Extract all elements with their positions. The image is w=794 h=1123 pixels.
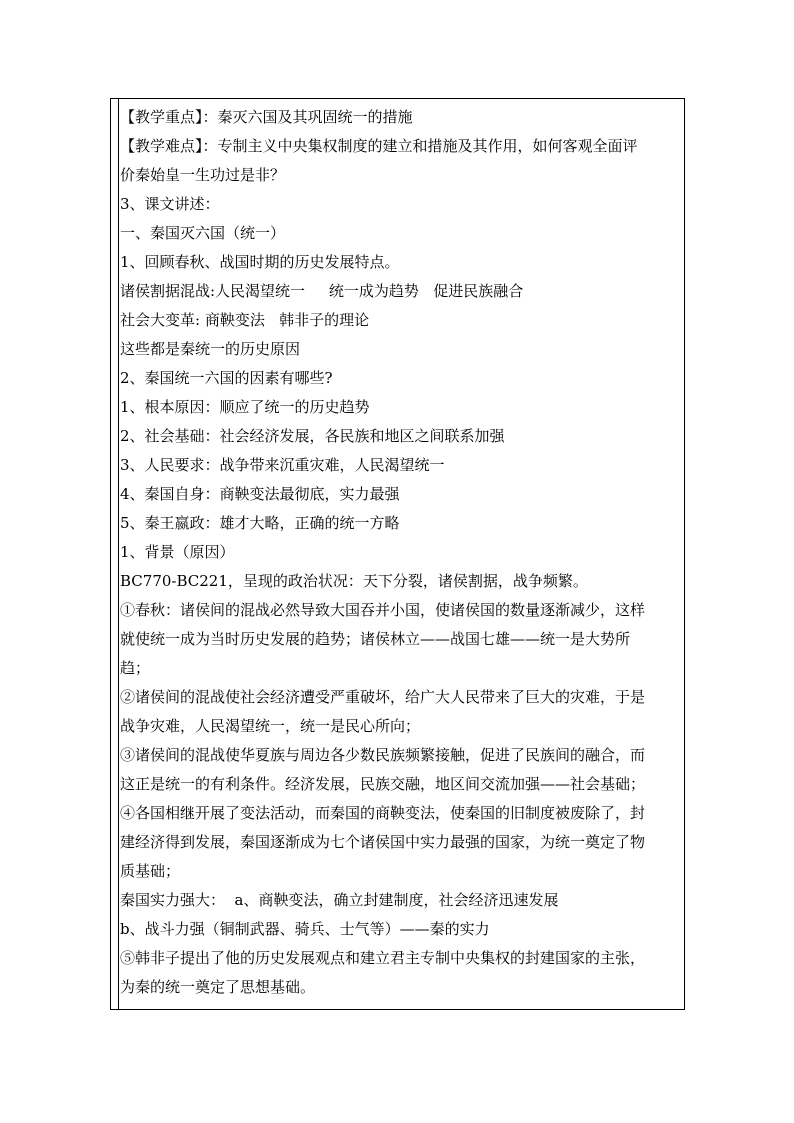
text-line: ④各国相继开展了变法活动，而秦国的商鞅变法，使秦国的旧制度被废除了，封 <box>120 804 646 822</box>
text-line: 5、秦王嬴政：雄才大略，正确的统一方略 <box>120 514 400 532</box>
text-line: 2、社会基础：社会经济发展，各民族和地区之间联系加强 <box>120 427 505 445</box>
text-line: b、战斗力强（铜制武器、骑兵、士气等）——秦的实力 <box>120 920 490 938</box>
text-line: 就使统一成为当时历史发展的趋势；诸侯林立——战国七雄——统一是大势所 <box>120 630 631 648</box>
text-line: 这些都是秦统一的历史原因 <box>120 340 301 358</box>
text-line: 1、回顾春秋、战国时期的历史发展特点。 <box>120 253 400 271</box>
text-line: ⑤韩非子提出了他的历史发展观点和建立君主专制中央集权的封建国家的主张， <box>120 949 646 967</box>
table-left-column <box>111 99 119 1009</box>
text-line: 3、人民要求：战争带来沉重灾难，人民渴望统一 <box>120 456 445 474</box>
text-line: 战争灾难，人民渴望统一，统一是民心所向； <box>120 717 421 735</box>
text-line: 秦国实力强大： a、商鞅变法，确立封建制度，社会经济迅速发展 <box>120 891 559 909</box>
text-line: 3、课文讲述： <box>120 195 220 213</box>
text-line: 价秦始皇一生功过是非？ <box>120 166 286 184</box>
text-line: 建经济得到发展，秦国逐渐成为七个诸侯国中实力最强的国家，为统一奠定了物 <box>120 833 646 851</box>
text-line: 4、秦国自身：商鞅变法最彻底，实力最强 <box>120 485 400 503</box>
text-line: 诸侯割据混战:人民渴望统一 统一成为趋势 促进民族融合 <box>120 282 524 300</box>
text-line: 为秦的统一奠定了思想基础。 <box>120 978 316 996</box>
text-line: 一、秦国灭六国（统一） <box>120 224 286 242</box>
text-line: 趋； <box>120 659 151 677</box>
text-line: 1、根本原因：顺应了统一的历史趋势 <box>120 398 370 416</box>
text-line: 2、秦国统一六国的因素有哪些? <box>120 369 333 387</box>
text-line: 这正是统一的有利条件。经济发展，民族交融，地区间交流加强——社会基础； <box>120 775 646 793</box>
text-line: 【教学重点】：秦灭六国及其巩固统一的措施 <box>120 108 413 126</box>
text-line: ③诸侯间的混战使华夏族与周边各少数民族频繁接触，促进了民族间的融合，而 <box>120 746 646 764</box>
text-line: ②诸侯间的混战使社会经济遭受严重破坏，给广大人民带来了巨大的灾难，于是 <box>120 688 646 706</box>
text-line: 社会大变革: 商鞅变法 韩非子的理论 <box>120 311 370 329</box>
text-line: 【教学难点】：专制主义中央集权制度的建立和措施及其作用，如何客观全面评 <box>120 137 638 155</box>
text-line: ①春秋：诸侯间的混战必然导致大国吞并小国，使诸侯国的数量逐渐减少，这样 <box>120 601 646 619</box>
lesson-content-cell <box>120 103 680 1002</box>
lesson-table <box>110 98 685 1010</box>
text-line: 质基础； <box>120 862 181 880</box>
text-line: 1、背景（原因） <box>120 543 235 561</box>
text-line: BC770-BC221，呈现的政治状况：天下分裂，诸侯割据，战争频繁。 <box>120 572 588 590</box>
